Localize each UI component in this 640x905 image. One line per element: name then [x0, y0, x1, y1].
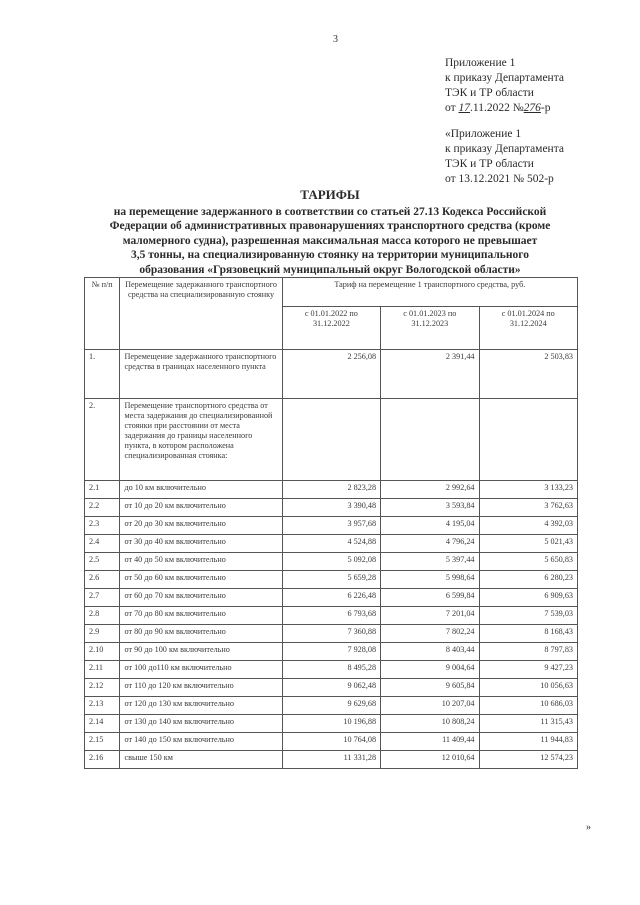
row-name: от 100 до110 км включительно — [120, 661, 282, 679]
table-row — [85, 625, 578, 643]
row-name: от 80 до 90 км включительно — [120, 625, 282, 643]
value-2023: 5 998,64 — [381, 571, 479, 589]
appendix-header-new — [445, 56, 564, 116]
table-row — [85, 499, 578, 517]
appendix-line: ТЭК и ТР области — [445, 87, 534, 99]
value-2024: 3 133,23 — [479, 481, 577, 499]
table-row — [85, 697, 578, 715]
value-2023: 4 796,24 — [381, 535, 479, 553]
row-number: 2.14 — [85, 715, 120, 733]
row-name: от 30 до 40 км включительно — [120, 535, 282, 553]
table-row — [85, 350, 578, 399]
row-number: 1. — [85, 350, 120, 399]
value-2022: 6 226,48 — [282, 589, 380, 607]
value-2022: 7 928,08 — [282, 643, 380, 661]
value-2023: 10 207,04 — [381, 697, 479, 715]
row-name: до 10 км включительно — [120, 481, 282, 499]
page-number: 3 — [333, 34, 338, 45]
value-2024: 8 797,83 — [479, 643, 577, 661]
value-2024: 8 168,43 — [479, 625, 577, 643]
date-rest: .11.2022 № — [470, 102, 524, 114]
row-name: от 40 до 50 км включительно — [120, 553, 282, 571]
value-2024: 2 503,83 — [479, 350, 577, 399]
table-row — [85, 517, 578, 535]
row-name: от 70 до 80 км включительно — [120, 607, 282, 625]
row-name: от 120 до 130 км включительно — [120, 697, 282, 715]
row-number: 2.9 — [85, 625, 120, 643]
value-2023 — [381, 399, 479, 481]
table-row — [85, 535, 578, 553]
header-period: с 01.01.2024 по 31.12.2024 — [479, 307, 577, 350]
row-number: 2.12 — [85, 679, 120, 697]
value-2022: 8 495,28 — [282, 661, 380, 679]
value-2023: 8 403,44 — [381, 643, 479, 661]
table-row — [85, 661, 578, 679]
value-2024: 5 021,43 — [479, 535, 577, 553]
value-2023: 7 802,24 — [381, 625, 479, 643]
value-2022: 2 823,28 — [282, 481, 380, 499]
value-2022: 6 793,68 — [282, 607, 380, 625]
value-2023: 4 195,04 — [381, 517, 479, 535]
value-2024: 12 574,23 — [479, 751, 577, 769]
value-2022: 3 957,68 — [282, 517, 380, 535]
value-2022: 11 331,28 — [282, 751, 380, 769]
value-2022: 9 062,48 — [282, 679, 380, 697]
appendix-header-old — [445, 127, 564, 187]
value-2023: 3 593,84 — [381, 499, 479, 517]
value-2024: 6 280,23 — [479, 571, 577, 589]
value-2022: 10 196,88 — [282, 715, 380, 733]
header-period: с 01.01.2023 по 31.12.2023 — [381, 307, 479, 350]
table-row — [85, 643, 578, 661]
table-row — [85, 553, 578, 571]
value-2024: 9 427,23 — [479, 661, 577, 679]
value-2023: 6 599,84 — [381, 589, 479, 607]
value-2023: 2 992,64 — [381, 481, 479, 499]
row-name: от 60 до 70 км включительно — [120, 589, 282, 607]
date-prefix: от — [445, 102, 459, 114]
appendix-date-line — [445, 101, 564, 116]
table-row — [85, 589, 578, 607]
appendix-line: Приложение 1 — [445, 57, 516, 69]
value-2022: 3 390,48 — [282, 499, 380, 517]
header-period: с 01.01.2022 по 31.12.2022 — [282, 307, 380, 350]
row-number: 2.4 — [85, 535, 120, 553]
value-2024: 3 762,63 — [479, 499, 577, 517]
closing-quote: » — [586, 822, 591, 833]
appendix-line: от 13.12.2021 № 502-р — [445, 173, 554, 185]
value-2024: 10 056,63 — [479, 679, 577, 697]
document-title — [80, 188, 580, 277]
row-name: от 90 до 100 км включительно — [120, 643, 282, 661]
title-line: образования «Грязовецкий муниципальный округ Вологодской области» — [139, 263, 521, 276]
table-row — [85, 733, 578, 751]
appendix-line: к приказу Департамента — [445, 72, 564, 84]
value-2023: 11 409,44 — [381, 733, 479, 751]
value-2022: 5 659,28 — [282, 571, 380, 589]
row-name: от 140 до 150 км включительно — [120, 733, 282, 751]
row-name: Перемещение задержанного транспортного средства в границах населенного пункта — [120, 350, 282, 399]
row-number: 2.10 — [85, 643, 120, 661]
row-number: 2. — [85, 399, 120, 481]
appendix-line: «Приложение 1 — [445, 128, 522, 140]
table-row — [85, 571, 578, 589]
title-line: Федерации об административных правонарушениях транспортного средства (кроме — [109, 220, 551, 232]
row-number: 2.16 — [85, 751, 120, 769]
value-2023: 12 010,64 — [381, 751, 479, 769]
value-2022: 2 256,08 — [282, 350, 380, 399]
row-number: 2.13 — [85, 697, 120, 715]
value-2022: 4 524,88 — [282, 535, 380, 553]
value-2024: 11 944,83 — [479, 733, 577, 751]
title-line: на перемещение задержанного в соответствии со статьей 27.13 Кодекса Российской — [113, 205, 547, 218]
table-row — [85, 607, 578, 625]
row-number: 2.15 — [85, 733, 120, 751]
row-name: от 50 до 60 км включительно — [120, 571, 282, 589]
row-number: 2.7 — [85, 589, 120, 607]
row-number: 2.11 — [85, 661, 120, 679]
table-row — [85, 715, 578, 733]
row-number: 2.6 — [85, 571, 120, 589]
row-name: от 20 до 30 км включительно — [120, 517, 282, 535]
row-number: 2.3 — [85, 517, 120, 535]
row-number: 2.5 — [85, 553, 120, 571]
value-2024: 7 539,03 — [479, 607, 577, 625]
title-line: 3,5 тонны, на специализированную стоянку на территории муниципального — [131, 249, 529, 261]
value-2024: 11 315,43 — [479, 715, 577, 733]
value-2022: 7 360,88 — [282, 625, 380, 643]
title-line: маломерного судна), разрешенная максимальная масса которого не превышает — [122, 234, 538, 247]
value-2024 — [479, 399, 577, 481]
appendix-line: ТЭК и ТР области — [445, 158, 534, 170]
row-number: 2.2 — [85, 499, 120, 517]
value-2022: 10 764,08 — [282, 733, 380, 751]
value-2022: 9 629,68 — [282, 697, 380, 715]
header-tariff: Тариф на перемещение 1 транспортного средства, руб. — [282, 278, 577, 307]
value-2024: 6 909,63 — [479, 589, 577, 607]
row-name: от 110 до 120 км включительно — [120, 679, 282, 697]
table-row — [85, 481, 578, 499]
value-2023: 9 605,84 — [381, 679, 479, 697]
header-num: № п/п — [85, 278, 120, 350]
value-2023: 2 391,44 — [381, 350, 479, 399]
value-2022: 5 092,08 — [282, 553, 380, 571]
value-2024: 5 650,83 — [479, 553, 577, 571]
table-row — [85, 679, 578, 697]
handwritten-day: 17 — [458, 102, 470, 114]
row-number: 2.8 — [85, 607, 120, 625]
row-name: Перемещение транспортного средства от места задержания до специализированной стоянки при расстоянии от места задержания до границы населенного пункта, в котором расположена специализированная стоянка: — [120, 399, 282, 481]
value-2024: 10 686,03 — [479, 697, 577, 715]
row-name: от 10 до 20 км включительно — [120, 499, 282, 517]
order-suffix: -р — [540, 102, 551, 114]
header-name: Перемещение задержанного транспортного средства на специализированную стоянку — [120, 278, 282, 350]
value-2022 — [282, 399, 380, 481]
title-heading: ТАРИФЫ — [300, 187, 360, 202]
table-row — [85, 399, 578, 481]
row-name: свыше 150 км — [120, 751, 282, 769]
row-name: от 130 до 140 км включительно — [120, 715, 282, 733]
value-2023: 7 201,04 — [381, 607, 479, 625]
appendix-line: к приказу Департамента — [445, 143, 564, 155]
value-2023: 5 397,44 — [381, 553, 479, 571]
handwritten-order-number: 276 — [523, 102, 541, 114]
tariff-table — [84, 277, 578, 769]
value-2024: 4 392,03 — [479, 517, 577, 535]
value-2023: 9 004,64 — [381, 661, 479, 679]
table-row — [85, 751, 578, 769]
value-2023: 10 808,24 — [381, 715, 479, 733]
row-number: 2.1 — [85, 481, 120, 499]
